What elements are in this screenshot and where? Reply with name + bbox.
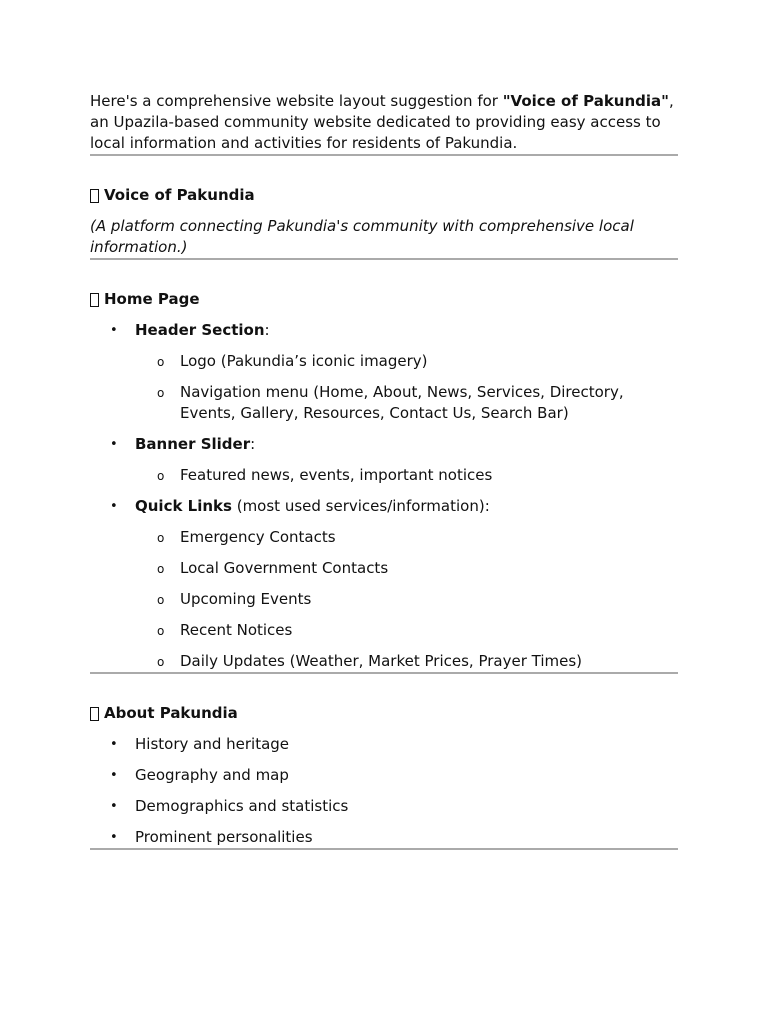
divider	[90, 154, 678, 156]
list-item: o Navigation menu (Home, About, News, Services, Directory, Events, Gallery, Resources, Contact Us, Search Bar)	[135, 382, 678, 424]
list-item-header-section	[90, 320, 678, 424]
home-page-list	[90, 320, 678, 672]
brand-title: Voice of Pakundia	[104, 186, 255, 204]
list-item: • History and heritage	[90, 734, 678, 755]
list-item: o Emergency Contacts	[135, 527, 678, 548]
list-item-quick-links	[90, 496, 678, 672]
header-section-label: Header Section	[135, 321, 265, 339]
brand-tagline: (A platform connecting Pakundia's community with comprehensive local information.)	[90, 217, 634, 256]
intro-text-after: , an Upazila-based community website dedicated to providing easy access to local information and activities for residents of Pakundia.	[90, 92, 674, 152]
home-page-title: Home Page	[104, 290, 200, 308]
list-item-banner-slider	[90, 434, 678, 486]
list-item: o Logo (Pakundia’s iconic imagery)	[135, 351, 678, 372]
list-item: o Recent Notices	[135, 620, 678, 641]
list-item: • Prominent personalities	[90, 827, 678, 848]
list-item: o Daily Updates (Weather, Market Prices, Prayer Times)	[135, 651, 678, 672]
missing-emoji-icon	[90, 707, 99, 721]
list-item: • Geography and map	[90, 765, 678, 786]
quick-links-sublist	[135, 527, 678, 672]
brand-heading	[90, 185, 678, 206]
banner-slider-label: Banner Slider	[135, 435, 251, 453]
banner-slider-sublist	[135, 465, 678, 486]
quick-links-suffix: (most used services/information):	[231, 497, 490, 515]
intro-text-before: Here's a comprehensive website layout suggestion for	[90, 92, 503, 110]
document-page	[90, 91, 678, 850]
list-item: o Local Government Contacts	[135, 558, 678, 579]
about-title: About Pakundia	[104, 704, 238, 722]
divider	[90, 672, 678, 674]
divider	[90, 258, 678, 260]
missing-emoji-icon	[90, 189, 99, 203]
missing-emoji-icon	[90, 293, 99, 307]
about-heading	[90, 703, 678, 724]
header-section-suffix: :	[264, 321, 270, 339]
home-page-heading	[90, 289, 678, 310]
intro-site-name: "Voice of Pakundia"	[502, 92, 669, 110]
quick-links-label: Quick Links	[135, 497, 232, 515]
header-section-sublist	[135, 351, 678, 424]
list-item: o Featured news, events, important notices	[135, 465, 678, 486]
divider	[90, 848, 678, 850]
list-item: • Demographics and statistics	[90, 796, 678, 817]
about-list	[90, 734, 678, 848]
list-item: o Upcoming Events	[135, 589, 678, 610]
intro-paragraph	[90, 91, 678, 154]
banner-slider-suffix: :	[250, 435, 256, 453]
